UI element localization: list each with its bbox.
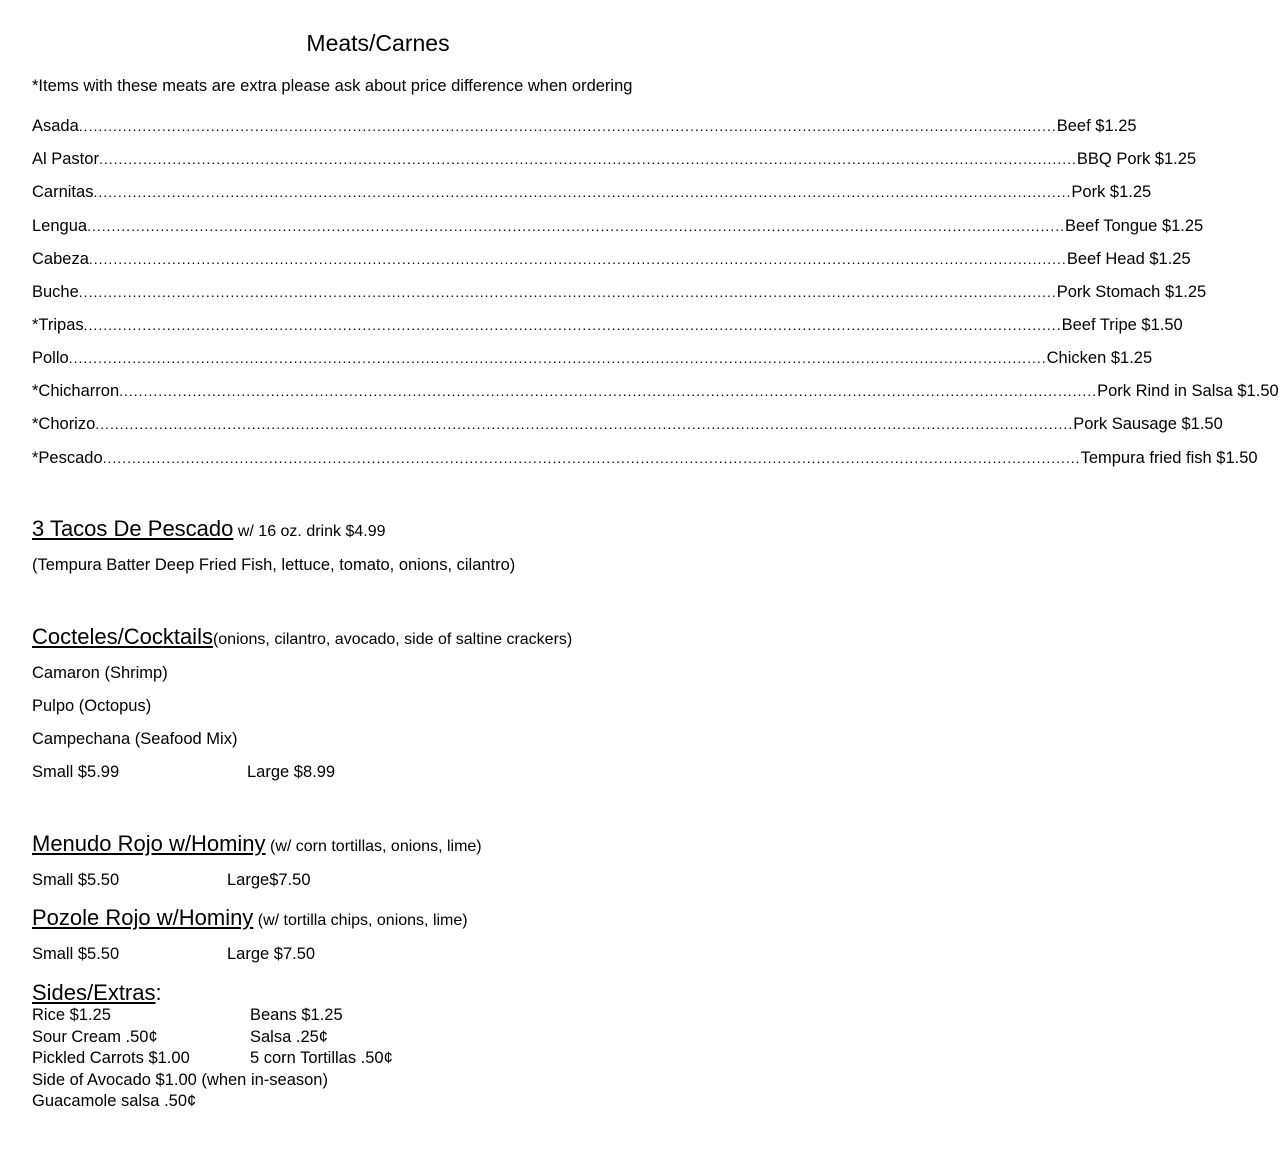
meat-item [32, 447, 1258, 469]
cocteles-large-price: Large $8.99 [247, 763, 336, 781]
meat-desc: Pork Sausage $1.50 [1073, 415, 1223, 433]
dot-leader: ........................................................................................................................................................................................................ [119, 383, 1098, 399]
sides-row [32, 1091, 393, 1113]
side-item: Rice $1.25 [32, 1006, 111, 1024]
dot-leader: ........................................................................................................................................................................................................ [83, 317, 1062, 333]
meat-name: *Pescado [32, 449, 103, 467]
menudo-large-price: Large$7.50 [227, 871, 311, 889]
meat-desc: Pork Stomach $1.25 [1056, 283, 1207, 301]
meat-desc: Beef Tripe $1.50 [1061, 316, 1183, 334]
meat-item [32, 380, 1279, 402]
cocteles-heading-line [32, 624, 572, 650]
tacos-sub: w/ 16 oz. drink $4.99 [237, 523, 386, 540]
sides-row [32, 1005, 393, 1027]
side-item: Side of Avocado $1.00 (when in-season) [32, 1070, 328, 1089]
meat-name: Pollo [32, 349, 69, 367]
side-item: Sour Cream .50¢ [32, 1027, 158, 1046]
pozole-heading: Pozole Rojo w/Hominy [32, 905, 254, 930]
tacos-desc: (Tempura Batter Deep Fried Fish, lettuce, tomato, onions, cilantro) [32, 556, 516, 574]
meats-note: *Items with these meats are extra please ask about price difference when ordering [32, 77, 633, 95]
sides-row [32, 1048, 393, 1070]
menudo-small-price: Small $5.50 [32, 871, 120, 889]
meat-desc: Tempura fried fish $1.50 [1080, 449, 1258, 467]
side-item: Beans $1.25 [250, 1006, 343, 1024]
side-item: 5 corn Tortillas .50¢ [250, 1049, 393, 1067]
dot-leader: ........................................................................................................................................................................................................ [93, 184, 1072, 200]
menudo-heading: Menudo Rojo w/Hominy [32, 831, 266, 856]
meat-desc: Chicken $1.25 [1046, 349, 1153, 367]
meat-name: *Tripas [32, 316, 84, 334]
dot-leader: ........................................................................................................................................................................................................ [98, 151, 1077, 167]
meat-item [32, 281, 1207, 303]
meat-desc: Pork Rind in Salsa $1.50 [1097, 382, 1279, 400]
cocteles-item: Camaron (Shrimp) [32, 664, 168, 682]
dot-leader: ........................................................................................................................................................................................................ [68, 350, 1047, 366]
sides-heading: Sides/Extras [32, 980, 156, 1005]
menudo-sub: (w/ corn tortillas, onions, lime) [270, 838, 482, 855]
dot-leader: ........................................................................................................................................................................................................ [88, 251, 1067, 267]
meat-name: Cabeza [32, 250, 89, 268]
meat-item [32, 314, 1183, 336]
meat-name: *Chorizo [32, 415, 96, 433]
sides-row [32, 1070, 393, 1092]
meat-item [32, 347, 1153, 369]
tacos-heading-line [32, 516, 385, 542]
sides-heading-line [32, 980, 162, 1006]
sides-colon: : [155, 980, 162, 1005]
side-item: Guacamole salsa .50¢ [32, 1092, 197, 1110]
sides-row [32, 1027, 393, 1049]
meat-desc: Pork $1.25 [1071, 183, 1152, 201]
cocteles-small-price: Small $5.99 [32, 763, 120, 781]
meat-item [32, 248, 1191, 270]
cocteles-sub: (onions, cilantro, avocado, side of saltine crackers) [212, 631, 573, 648]
cocteles-item: Campechana (Seafood Mix) [32, 730, 238, 748]
sides-list [32, 1005, 393, 1113]
cocteles-item: Pulpo (Octopus) [32, 697, 152, 715]
meat-desc: Beef $1.25 [1056, 117, 1137, 135]
meat-name: *Chicharron [32, 382, 120, 400]
tacos-heading: 3 Tacos De Pescado [32, 516, 234, 541]
meat-item [32, 115, 1137, 137]
dot-leader: ........................................................................................................................................................................................................ [78, 118, 1057, 134]
dot-leader: ........................................................................................................................................................................................................ [95, 416, 1074, 432]
pozole-large-price: Large $7.50 [227, 945, 316, 963]
dot-leader: ........................................................................................................................................................................................................ [87, 218, 1065, 234]
meat-name: Carnitas [32, 183, 94, 201]
meat-name: Buche [32, 283, 79, 301]
cocteles-heading: Cocteles/Cocktails [32, 624, 213, 649]
pozole-small-price: Small $5.50 [32, 945, 120, 963]
meat-item [32, 215, 1204, 237]
meat-desc: BBQ Pork $1.25 [1076, 150, 1197, 168]
meats-title: Meats/Carnes [306, 30, 450, 56]
dot-leader: ........................................................................................................................................................................................................ [102, 450, 1081, 466]
pozole-heading-line [32, 905, 468, 931]
meat-item [32, 181, 1152, 203]
meat-name: Asada [32, 117, 79, 135]
side-item: Pickled Carrots $1.00 [32, 1049, 190, 1067]
meat-desc: Beef Head $1.25 [1066, 250, 1191, 268]
meat-item [32, 413, 1223, 435]
meat-item [32, 148, 1197, 170]
menudo-heading-line [32, 831, 482, 857]
side-item: Salsa .25¢ [250, 1027, 328, 1046]
dot-leader: ........................................................................................................................................................................................................ [78, 284, 1057, 300]
pozole-sub: (w/ tortilla chips, onions, lime) [257, 912, 468, 929]
meat-name: Al Pastor [32, 150, 99, 168]
meat-name: Lengua [32, 217, 88, 235]
meat-desc: Beef Tongue $1.25 [1065, 217, 1204, 235]
